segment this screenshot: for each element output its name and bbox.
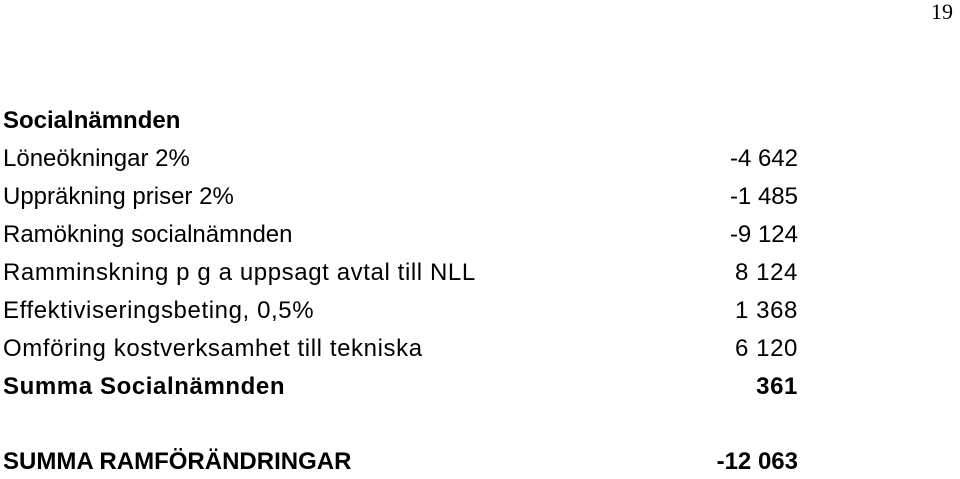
row-label: Uppräkning priser 2%: [3, 183, 234, 210]
grand-total-row: [3, 445, 798, 479]
table-row: [3, 256, 798, 294]
grand-total-label: SUMMA RAMFÖRÄNDRINGAR: [3, 448, 352, 475]
section-total-label: Summa Socialnämnden: [3, 373, 286, 400]
section-total-row: [3, 370, 798, 408]
table-row: [3, 180, 798, 218]
section-total-value: 361: [756, 373, 798, 400]
table-row: [3, 218, 798, 256]
budget-table: [3, 142, 798, 408]
table-row: [3, 142, 798, 180]
row-value: -4 642: [729, 145, 798, 172]
table-row: [3, 294, 798, 332]
row-label: Löneökningar 2%: [3, 145, 190, 172]
row-label: Ramökning socialnämnden: [3, 221, 293, 248]
row-label: Effektiviseringsbeting, 0,5%: [3, 297, 315, 324]
grand-total-value: -12 063: [716, 448, 798, 475]
row-value: 1 368: [734, 297, 798, 324]
row-value: 6 120: [734, 335, 798, 362]
row-value: 8 124: [734, 259, 798, 286]
row-label: Omföring kostverksamhet till tekniska: [3, 335, 423, 362]
section-title: Socialnämnden: [3, 107, 181, 134]
page-number: 19: [931, 0, 953, 24]
row-value: -1 485: [729, 183, 798, 210]
row-label: Ramminskning p g a uppsagt avtal till NLL: [3, 259, 476, 286]
row-value: -9 124: [729, 221, 798, 248]
table-row: [3, 332, 798, 370]
